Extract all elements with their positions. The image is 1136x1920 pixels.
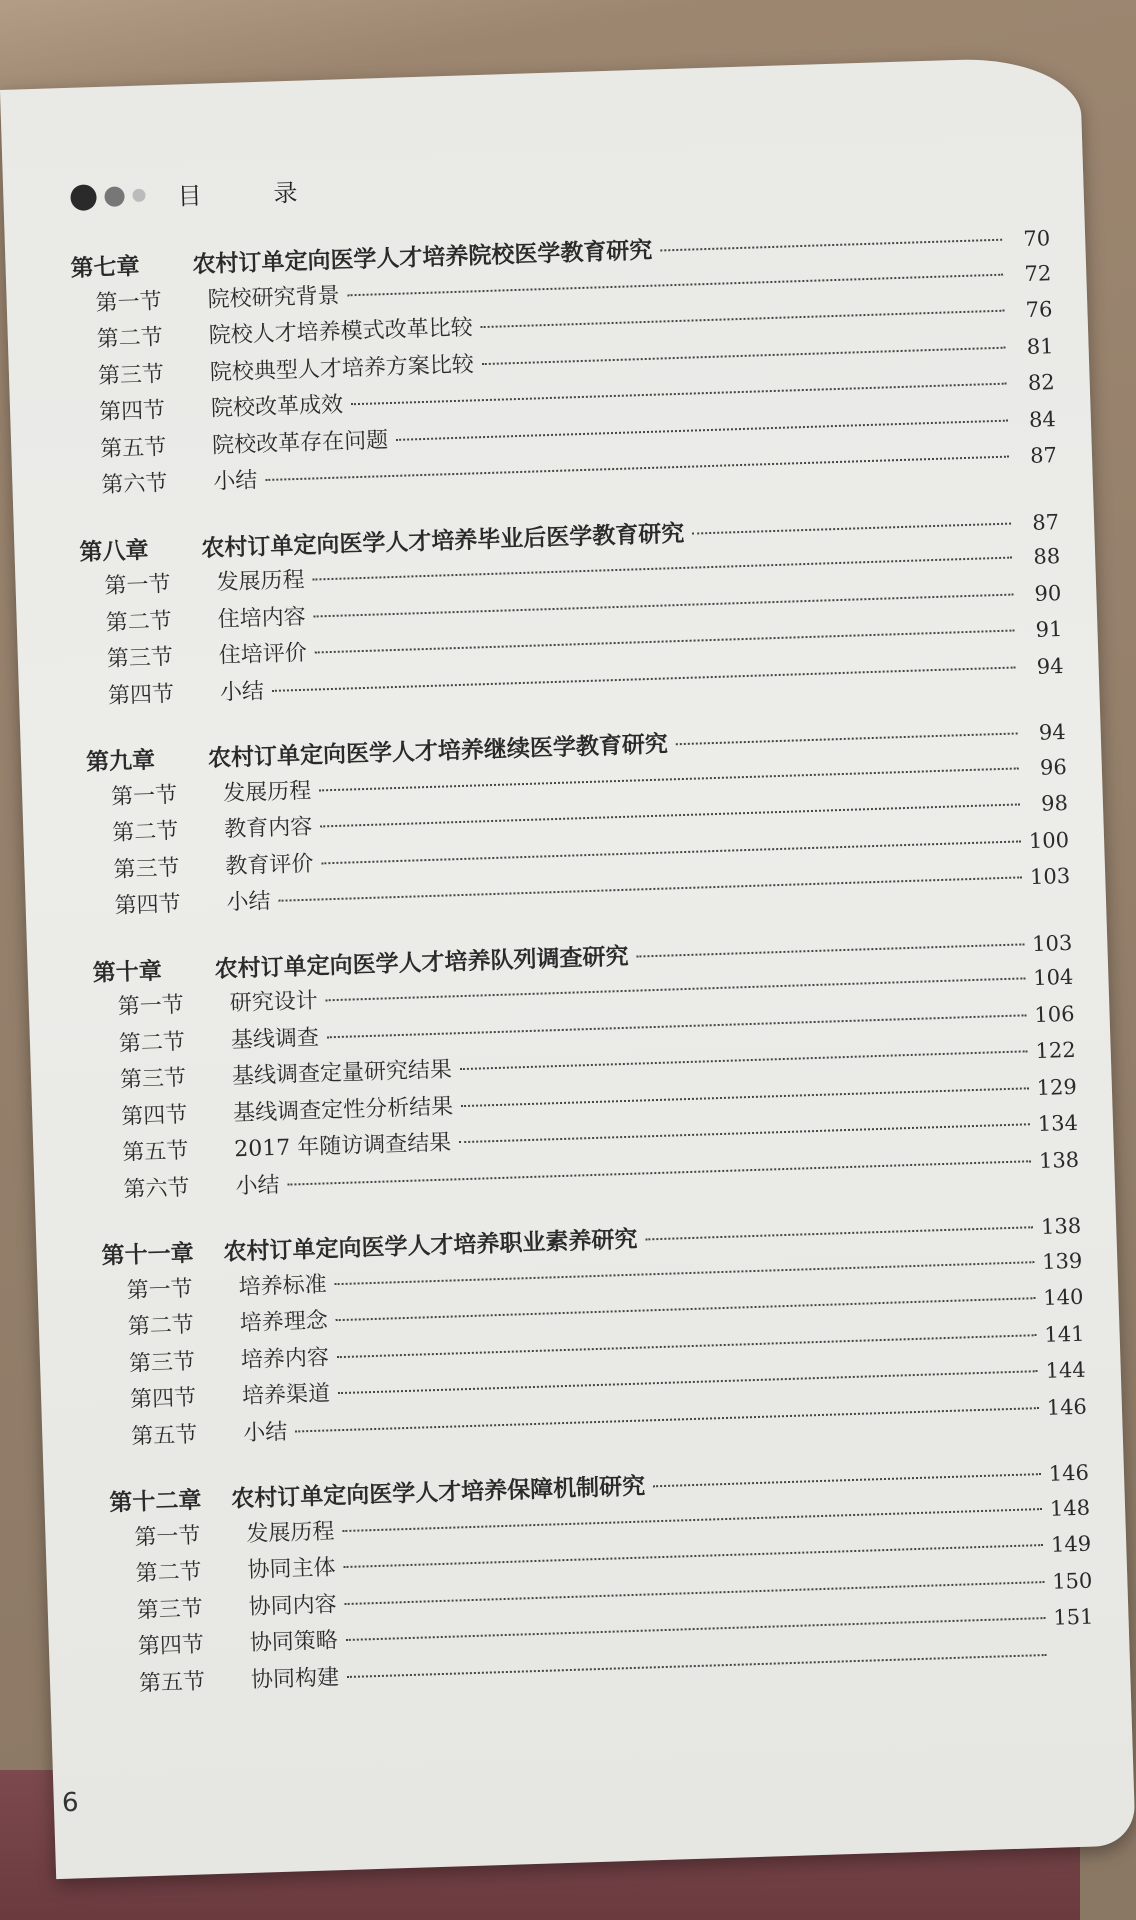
dot-leader: [321, 840, 1021, 864]
toc-entry-number: 第三节: [119, 1065, 187, 1093]
dot-leader: [460, 1050, 1028, 1070]
toc-entry-title: 培养内容: [240, 1344, 330, 1373]
toc-entry-number: 第四节: [107, 681, 175, 709]
toc-entry-page: 104: [1032, 964, 1074, 991]
toc-entry-title: 发展历程: [246, 1518, 335, 1547]
toc-entry-number: 第五节: [99, 434, 167, 462]
dot-leader: [335, 1261, 1035, 1285]
toc-entry-page: 70: [1023, 226, 1051, 252]
toc-entry-page: 151: [1052, 1604, 1094, 1630]
toc-entry-page: 106: [1034, 1001, 1075, 1027]
toc-entry-number: 第一节: [95, 288, 163, 316]
toc-entry-title: 协同构建: [250, 1664, 340, 1693]
toc-entry-number: 第三节: [136, 1596, 204, 1624]
dot-leader: [636, 943, 1024, 957]
dot-leader: [481, 310, 1005, 328]
toc-entry-page: 103: [1031, 930, 1073, 956]
dot-leader: [342, 1508, 1042, 1532]
toc-title: 目 录: [177, 178, 322, 211]
toc-entry-page: 146: [1046, 1394, 1088, 1420]
dot-leader: [314, 593, 1014, 617]
header-dot-small-icon: [132, 189, 145, 202]
toc-entry-page: 91: [1035, 617, 1063, 642]
toc-entry-page: [1055, 1660, 1095, 1661]
dot-leader: [279, 876, 1023, 901]
toc-entry-title: 院校改革成效: [210, 392, 344, 422]
toc-entry-number: 第十一章: [101, 1240, 194, 1270]
toc-entry-number: 第八章: [79, 537, 149, 566]
toc-entry-page: 82: [1027, 370, 1056, 395]
toc-entry-number: 第一节: [110, 782, 178, 810]
toc-entry-number: 第五节: [138, 1668, 206, 1697]
toc-entry-title: 协同策略: [249, 1628, 339, 1657]
dot-leader: [315, 630, 1015, 654]
toc-entry-number: 第三节: [128, 1349, 196, 1377]
toc-entry-number: 第四节: [129, 1385, 197, 1413]
toc-entry-title: 协同内容: [248, 1591, 338, 1620]
toc-entry-page: 88: [1033, 544, 1061, 569]
toc-entry-title: 院校改革存在问题: [211, 427, 389, 459]
dot-leader: [319, 767, 1019, 791]
toc-entry-title: 农村订单定向医学人才培养继续医学教育研究: [207, 731, 669, 772]
toc-entry-title: 小结: [226, 889, 271, 916]
dot-leader: [343, 1544, 1043, 1568]
toc-entry-title: 院校典型人才培养方案比较: [209, 351, 475, 386]
toc-entry-page: 139: [1041, 1248, 1083, 1274]
dot-leader: [348, 273, 1004, 296]
toc-entry-page: 87: [1029, 443, 1058, 468]
toc-entry-page: 94: [1038, 719, 1067, 745]
toc-entry-title: 2017 年随访调查结果: [233, 1130, 452, 1163]
toc-entry-title: 农村订单定向医学人才培养毕业后医学教育研究: [201, 520, 685, 562]
toc-entry-title: 院校人才培养模式改革比较: [208, 315, 474, 349]
toc-entry-number: 第六节: [101, 471, 168, 499]
dot-leader: [653, 1473, 1041, 1487]
toc-entry-number: 第二节: [135, 1559, 202, 1587]
dot-leader: [459, 1123, 1030, 1143]
toc-entry-title: 小结: [242, 1419, 288, 1446]
toc-entry-title: 教育评价: [225, 851, 314, 879]
dot-leader: [396, 419, 1008, 440]
toc-entry-number: 第二节: [96, 325, 164, 353]
toc-entry-number: 第一节: [126, 1276, 194, 1304]
toc-entry-page: 98: [1040, 790, 1069, 816]
dot-leader: [461, 1087, 1029, 1107]
toc-entry-number: 第四节: [114, 891, 182, 919]
toc-entry-title: 农村订单定向医学人才培养队列调查研究: [214, 943, 629, 983]
toc-entry-page: 144: [1045, 1357, 1087, 1383]
toc-entry-title: 培养渠道: [241, 1381, 331, 1410]
toc-entry-number: 第一节: [134, 1523, 201, 1551]
toc-entry-page: 122: [1035, 1037, 1076, 1064]
toc-entry-title: 基线调查定量研究结果: [231, 1057, 453, 1090]
dot-leader: [320, 803, 1020, 827]
toc-entry-title: 住培评价: [218, 640, 308, 669]
toc-entry-page: 140: [1042, 1284, 1084, 1310]
toc-entry-title: 院校研究背景: [207, 283, 340, 313]
dot-leader: [265, 456, 1009, 481]
toc-entry-page: 150: [1051, 1568, 1093, 1594]
toc-entry-title: 基线调查定性分析结果: [232, 1093, 454, 1126]
toc-entry-number: 第四节: [137, 1632, 205, 1660]
toc-entry-number: 第一节: [117, 992, 185, 1020]
toc-entry-number: 第四节: [98, 398, 166, 426]
toc-entry-title: 农村订单定向医学人才培养职业素养研究: [223, 1226, 638, 1266]
toc-entry-number: 第七章: [70, 253, 140, 282]
toc-entry-page: 72: [1024, 260, 1052, 286]
toc-entry-page: 103: [1029, 863, 1071, 890]
dot-leader: [327, 1014, 1027, 1038]
toc-entry-number: 第十二章: [108, 1487, 202, 1517]
toc-entry-page: 84: [1028, 406, 1057, 432]
toc-entry-title: 培养标准: [238, 1271, 328, 1300]
toc-entry-page: 149: [1050, 1531, 1092, 1557]
toc-entry-number: 第五节: [130, 1422, 198, 1450]
toc-entry-title: 小结: [212, 468, 258, 495]
toc-entry-number: 第六节: [123, 1175, 190, 1203]
dot-leader: [345, 1581, 1045, 1605]
toc-entry-page: 100: [1028, 827, 1070, 853]
toc-entry-title: 发展历程: [216, 567, 305, 596]
toc-entry-title: 培养理念: [239, 1308, 329, 1337]
toc-entry-page: 87: [1031, 509, 1060, 535]
dot-leader: [645, 1226, 1033, 1240]
toc-entry-title: 发展历程: [222, 778, 312, 806]
dot-leader: [692, 522, 1011, 534]
dot-leader: [347, 1654, 1047, 1678]
toc-entry-title: 协同主体: [247, 1555, 336, 1584]
toc-entry-title: 农村订单定向医学人才培养院校医学教育研究: [192, 237, 653, 279]
toc-entry-number: 第四节: [120, 1102, 188, 1130]
page-number: 6: [61, 1787, 80, 1819]
dot-leader: [676, 732, 1018, 745]
dot-leader: [287, 1160, 1031, 1185]
toc-entry-number: 第一节: [104, 572, 171, 600]
toc-entry-title: 教育内容: [223, 814, 313, 843]
toc-entry-title: 农村订单定向医学人才培养保障机制研究: [230, 1473, 646, 1513]
toc-entry-page: 76: [1025, 297, 1053, 323]
toc-entry-page: 141: [1044, 1321, 1085, 1347]
dot-leader: [336, 1297, 1036, 1321]
toc-entry-page: 81: [1026, 333, 1054, 359]
header-dot-medium-icon: [104, 186, 125, 207]
toc-entry-title: 小结: [219, 678, 265, 706]
dot-leader: [312, 557, 1012, 581]
toc-entry-page: 138: [1038, 1147, 1080, 1173]
toc-entry-page: 96: [1039, 754, 1068, 780]
toc-entry-number: 第二节: [105, 608, 173, 636]
dot-leader: [272, 666, 1016, 691]
toc-entry-page: 94: [1036, 653, 1064, 679]
toc-entry-title: 小结: [235, 1172, 280, 1199]
toc-entry-number: 第九章: [85, 747, 156, 776]
toc-entry-number: 第二节: [118, 1029, 186, 1057]
toc-entry-number: 第十章: [92, 957, 163, 987]
toc-entry-page: 138: [1040, 1213, 1082, 1239]
toc-entry-number: 第二节: [127, 1312, 195, 1340]
toc-entry-number: 第五节: [122, 1138, 189, 1166]
toc-entry-page: 90: [1034, 580, 1062, 606]
toc-entry-number: 第三节: [113, 855, 180, 883]
toc-entry-page: 134: [1037, 1110, 1079, 1137]
toc-entry-title: 基线调查: [230, 1025, 320, 1053]
dot-leader: [338, 1370, 1038, 1394]
toc-entry-number: 第二节: [111, 818, 179, 846]
dot-leader: [346, 1617, 1046, 1641]
toc-entry-page: 146: [1048, 1460, 1090, 1486]
table-of-contents: [70, 219, 1095, 1703]
dot-leader: [326, 977, 1026, 1001]
toc-entry-page: 129: [1036, 1074, 1078, 1100]
dot-leader: [295, 1407, 1039, 1432]
toc-entry-title: 研究设计: [229, 988, 319, 1017]
dot-leader: [337, 1334, 1037, 1358]
dot-leader: [482, 346, 1006, 364]
toc-entry-number: 第三节: [106, 644, 174, 673]
toc-entry-number: 第三节: [97, 361, 165, 389]
header-dot-large-icon: [70, 184, 97, 211]
dot-leader: [351, 383, 1007, 406]
toc-entry-title: 住培内容: [217, 604, 307, 633]
dot-leader: [660, 239, 1002, 252]
toc-entry-page: 148: [1049, 1495, 1091, 1521]
